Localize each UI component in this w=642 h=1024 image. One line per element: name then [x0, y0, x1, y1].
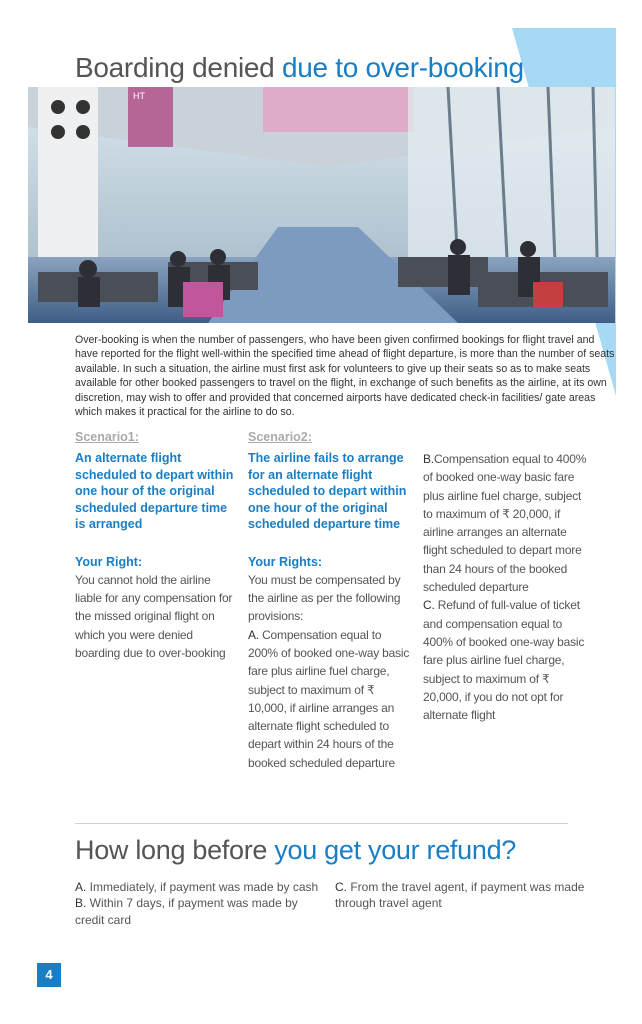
scenario1-right-heading: Your Right:: [75, 554, 143, 569]
refund-c: C. From the travel agent, if payment was made through travel agent: [335, 880, 585, 911]
scenario1-label: Scenario1:: [75, 430, 139, 444]
provision-c: C. Refund of full-value of ticket and compensation equal to 400% of booked one-way basic fare plus airline fuel charge, subject to maximum of ₹ 20,000, if you do not opt for alternate flight: [423, 598, 585, 723]
airport-photo: [28, 87, 615, 323]
provision-b: B.Compensation equal to 400% of booked one-way basic fare plus airline fuel charge, subject to maximum of ₹ 20,000, if airline arranges an alternate flight scheduled to depart more than 24 hours of the booked scheduled departure: [423, 452, 587, 595]
refund-a: A. Immediately, if payment was made by cash: [75, 880, 319, 894]
refund-title: How long before you get your refund?: [75, 835, 516, 865]
scenario2-column: [248, 428, 410, 772]
page-number: 4: [37, 963, 61, 987]
provision-a: A. Compensation equal to 200% of booked one-way basic fare plus airline fuel charge, subject to maximum of ₹ 10,000, if airline arranges an alternate flight scheduled to depart within 24 hours of the booked scheduled departure: [248, 627, 410, 770]
scenario1-right-text: You cannot hold the airline liable for any compensation for the missed original flight on which you were denied boarding due to over-booking: [75, 572, 233, 660]
scenario2-right-heading: Your Rights:: [248, 554, 323, 569]
scenario2-right-text: You must be compensated by the airline as per the following provisions:: [248, 572, 401, 624]
refund-left: [75, 879, 325, 928]
scenario2-label: Scenario2:: [248, 430, 312, 444]
page-title: Boarding denied due to over-booking: [75, 52, 524, 83]
section-divider: [75, 823, 568, 824]
intro-paragraph: Over-booking is when the number of passengers, who have been given confirmed bookings for flight travel and have reported for the flight well-within the specified time ahead of flight departure, is more than the number of seats available. In such a situation, the airline must first ask for volunteers to give up their seats so as to make seats available for other booked passengers to travel on the flight, in exchange of such benefits as the airline, at its own discretion, may wish to offer and provided that concerned airports have dedicated check-in facilities/ gate areas which makes it practical for the airline to do so.: [75, 334, 615, 419]
refund-right: [335, 879, 585, 912]
scenario1-column: [75, 428, 235, 662]
scenario2-heading: The airline fails to arrange for an alternate flight scheduled to depart within one hour of the original scheduled departure time: [248, 451, 407, 531]
scenario1-heading: An alternate flight scheduled to depart within one hour of the original scheduled departure time is arranged: [75, 451, 234, 531]
provisions-column: [423, 450, 588, 724]
refund-b: B. Within 7 days, if payment was made by credit card: [75, 896, 298, 927]
svg-text:HT: HT: [133, 91, 145, 101]
